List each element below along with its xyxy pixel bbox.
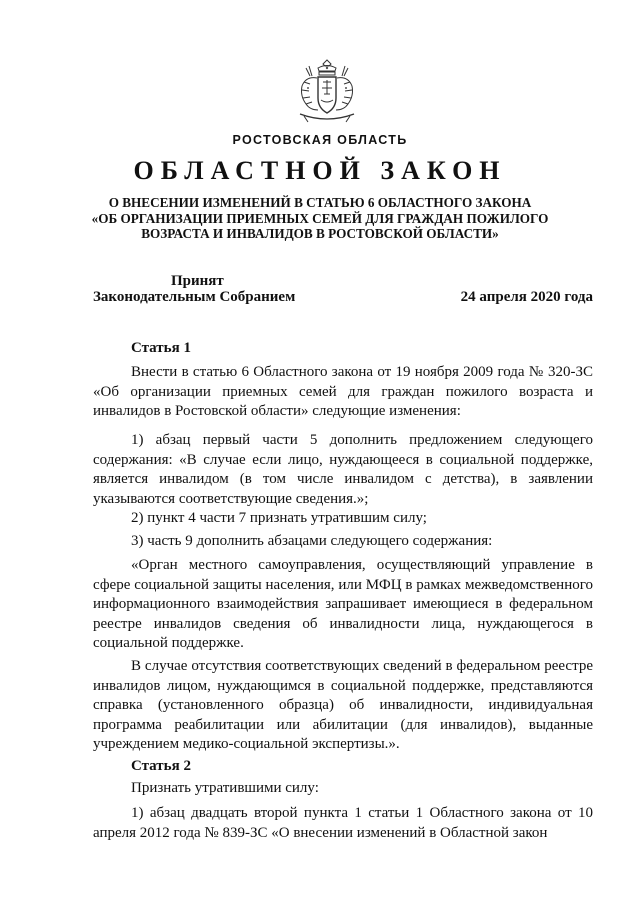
subtitle-line: О ВНЕСЕНИИ ИЗМЕНЕНИЙ В СТАТЬЮ 6 ОБЛАСТНОГО ЗАКОНА xyxy=(108,195,532,210)
law-subtitle xyxy=(0,195,640,242)
subtitle-line: ВОЗРАСТА И ИНВАЛИДОВ В РОСТОВСКОЙ ОБЛАСТИ» xyxy=(141,226,499,241)
adopted-label: Принят xyxy=(171,273,224,289)
article-2-item-1: 1) абзац двадцать второй пункта 1 статьи 1 Областного закона от 10 апреля 2012 года № 839-ЗС «О внесении изменений в Областной закон xyxy=(93,805,593,841)
article-1-item-1: 1) абзац первый части 5 дополнить предложением следующего содержания: «В случае если лицо, нуждающееся в социальной поддержке, является инвалидом (в том числе инвалидом с детства), в заявлении указываются соответствующие сведения.»; xyxy=(93,432,593,507)
article-2-heading: Статья 2 xyxy=(131,758,191,774)
article-1-quote-1: «Орган местного самоуправления, осуществляющий управление в сфере социальной защиты населения, или МФЦ в рамках межведомственного информационного взаимодействия запрашивает имеющиеся в федеральном реестре инвалидов сведения об инвалидности лица, нуждающегося в социальной поддержке. xyxy=(93,557,593,651)
rostov-coat-of-arms-icon xyxy=(296,58,358,126)
article-1-quote-2: В случае отсутствия соответствующих сведений в федеральном реестре инвалидов лицом, нуждающимся в социальной поддержке, представляются справка (установленного образца) об инвалидности, индивидуальная программа реабилитации или абилитации (для инвалидов), выданные учреждением медико-социальной экспертизы.». xyxy=(93,658,593,752)
adoption-date: 24 апреля 2020 года xyxy=(460,289,593,305)
article-1-heading: Статья 1 xyxy=(131,340,191,356)
article-1-item-3: 3) часть 9 дополнить абзацами следующего содержания: xyxy=(131,533,493,549)
document-type-title: ОБЛАСТНОЙ ЗАКОН xyxy=(133,156,507,185)
article-1-intro: Внести в статью 6 Областного закона от 19 ноября 2009 года № 320-ЗС «Об организации приемных семей для граждан пожилого возраста и инвалидов в Ростовской области» следующие изменения: xyxy=(93,364,593,419)
adopted-by: Законодательным Собранием xyxy=(93,289,296,305)
subtitle-line: «ОБ ОРГАНИЗАЦИИ ПРИЕМНЫХ СЕМЕЙ ДЛЯ ГРАЖДАН ПОЖИЛОГО xyxy=(91,210,549,226)
article-2-intro: Признать утратившими силу: xyxy=(131,780,319,796)
region-name: РОСТОВСКАЯ ОБЛАСТЬ xyxy=(232,133,408,147)
article-1-item-2: 2) пункт 4 части 7 признать утратившим силу; xyxy=(131,510,427,526)
